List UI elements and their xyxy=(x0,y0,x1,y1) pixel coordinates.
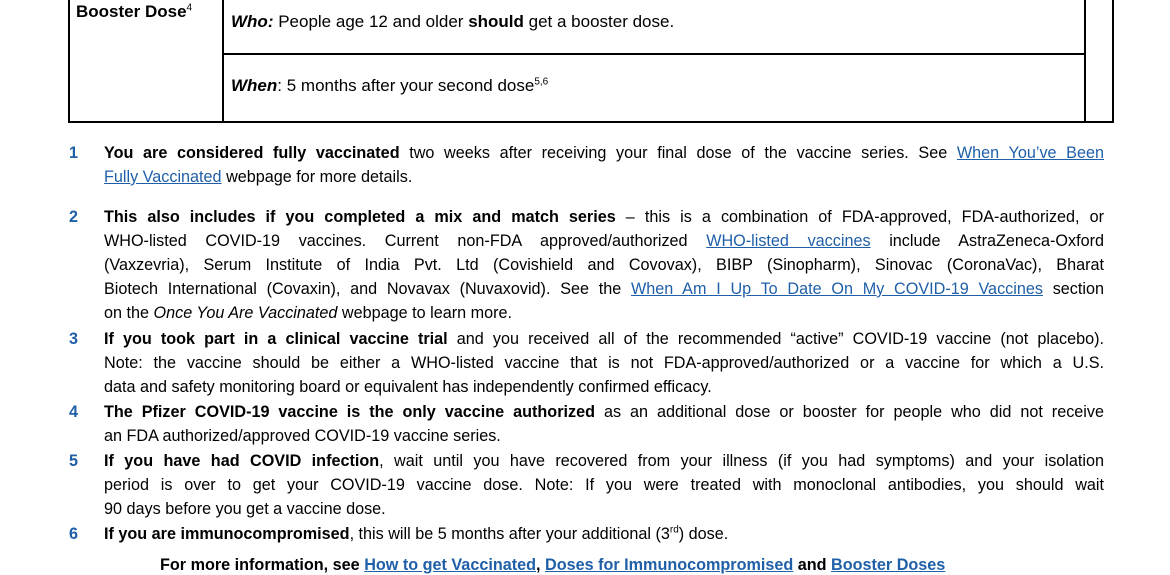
document-page: Booster Dose$^4$ Who: People age 12 and older should get a booster dose. When: 5 months after your second dose$^{5,6}$ 1 You are considered fully vaccinated two weeks after receiving your final dose of the vaccine series. See When You’ve Been Fully Vaccinated webpage for more details. 2 This also includes if you completed a mix and match series – this is a combination of FDA-approved, FDA-authorized, or WHO-listed COVID-19 vaccines. Current non-FDA approved/authorized WHO-listed vaccines include AstraZeneca-Oxford (Vaxzevria), Serum Institute of India Pvt. Ltd (Covishield and Covovax), BIBP (Sinopharm), Sinovac (CoronaVac), Bharat Biotech International (Covaxin), and Novavax (Nuvaxovid). See the When Am I Up To Date On My COVID-19 Vaccines section on the Once You Are Vaccinated webpage to learn more. 3 If you took part in a clinical vaccine trial and you received all of the recommended “active” COVID-19 vaccine (not placebo). Note: the vaccine should be either a WHO-listed vaccine that is not FDA-approved/authorized or a vaccine for which a U.S. data and safety monitoring board or equivalent has independently confirmed efficacy. 4 The Pfizer COVID-19 vaccine is the only vaccine authorized as an additional dose or booster for people who did not receive an FDA authorized/approved COVID-19 vaccine series. 5 If you have had COVID infection, wait until you have recovered from your illness (if you had symptoms) and your isolation period is over to get your COVID-19 vaccine dose. Note: If you were treated with monoclonal antibodies, you should wait 90 days before you get a vaccine dose. 6 If you are immunocompromised, this will be 5 months after your additional (3rd) dose. For more information, see How to get Vaccinated, Doses for Immunocompromised and Booster Doses xyxy=(0,0,1170,570)
up-to-date-covid-vaccines-link[interactable]: When Am I Up To Date On My COVID-19 Vaccines xyxy=(631,280,1043,298)
booster-doses-link[interactable]: Booster Doses xyxy=(831,556,946,574)
when-cell: When: 5 months after your second dose$^{5,6}$ xyxy=(231,76,549,95)
table-divider xyxy=(1084,0,1086,55)
who-listed-vaccines-link[interactable]: WHO-listed vaccines xyxy=(706,232,871,250)
table-divider xyxy=(222,0,224,121)
when-youve-been-fully-vaccinated-link[interactable]: Fully Vaccinated xyxy=(104,168,222,186)
table-divider xyxy=(1084,53,1086,121)
who-cell: Who: People age 12 and older should get a booster dose. xyxy=(231,12,675,31)
more-information-line: For more information, see How to get Vaccinated, Doses for Immunocompromised and Booster Doses xyxy=(160,556,946,574)
booster-dose-heading: Booster Dose$^4$ xyxy=(76,2,193,21)
table-divider xyxy=(222,53,1086,55)
doses-for-immunocompromised-link[interactable]: Doses for Immunocompromised xyxy=(545,556,794,574)
booster-dose-table xyxy=(68,0,1114,123)
how-to-get-vaccinated-link[interactable]: How to get Vaccinated xyxy=(364,556,536,574)
when-youve-been-fully-vaccinated-link[interactable]: When You’ve Been xyxy=(956,144,1104,162)
